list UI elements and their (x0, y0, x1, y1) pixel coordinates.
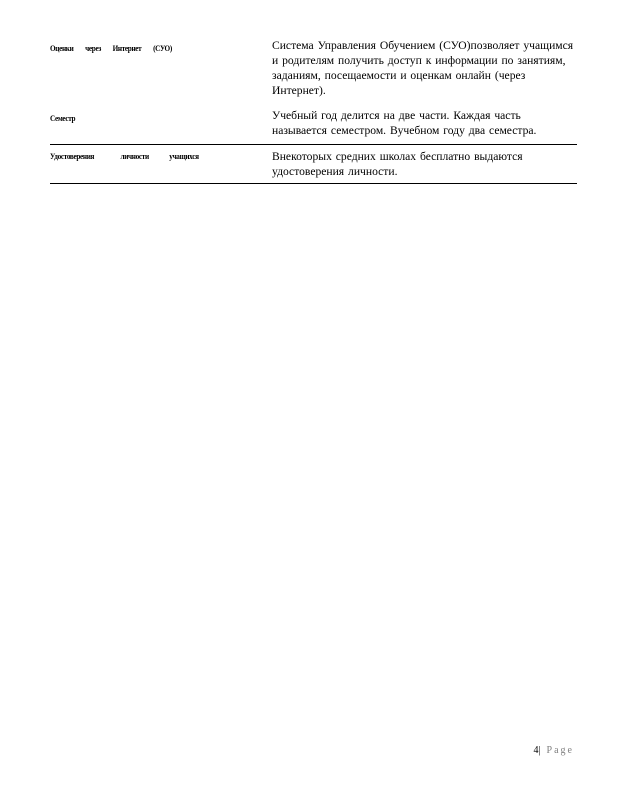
glossary-definition: Внекоторых средних школах бесплатно выдаются удостоверения личности. (272, 150, 523, 178)
glossary-term: Семестр (50, 113, 76, 123)
glossary-row (50, 38, 577, 108)
glossary-definition: Учебный год делится на две части. Каждая часть называется семестром. Вучебном году два семестра. (272, 109, 537, 137)
page-number: 4 (533, 745, 539, 756)
page-footer (534, 745, 574, 756)
glossary-row (50, 144, 577, 184)
glossary-table (50, 38, 577, 184)
footer-separator: | (538, 745, 541, 756)
glossary-term: Оценки через Интернет (СУО) (50, 43, 172, 53)
glossary-row (50, 108, 577, 144)
glossary-definition: Система Управления Обучением (СУО)позволяет учащимся и родителям получить доступ к информации по занятиям, заданиям, посещаемости и оценкам онлайн (через Интернет). (272, 39, 574, 97)
page-label: Page (546, 745, 574, 756)
glossary-term: Удостоверения личности учащихся (50, 151, 199, 161)
